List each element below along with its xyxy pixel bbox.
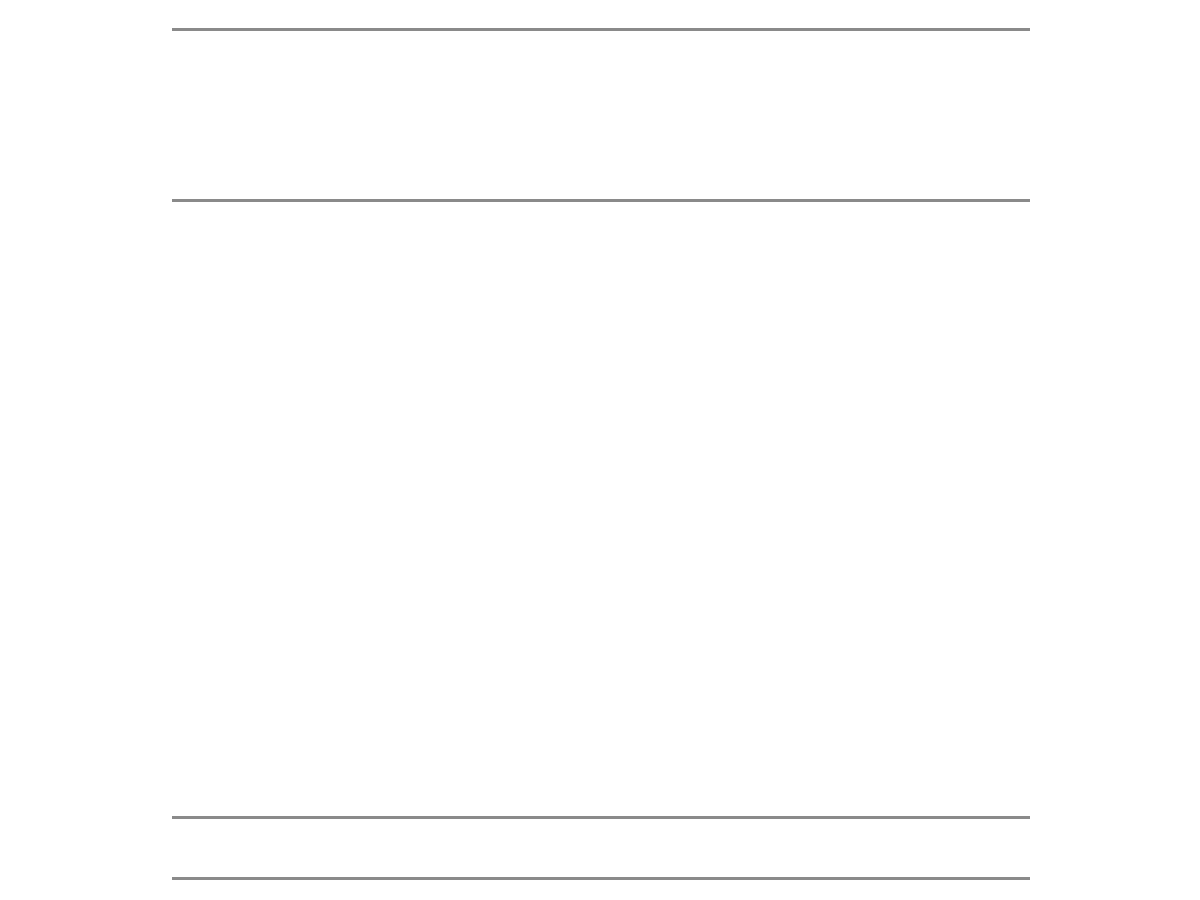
configuration-document	[172, 0, 1030, 900]
section-divider	[172, 28, 1030, 31]
section-divider	[172, 199, 1030, 202]
total-divider-bottom	[172, 877, 1030, 880]
total-divider-top	[172, 816, 1030, 819]
